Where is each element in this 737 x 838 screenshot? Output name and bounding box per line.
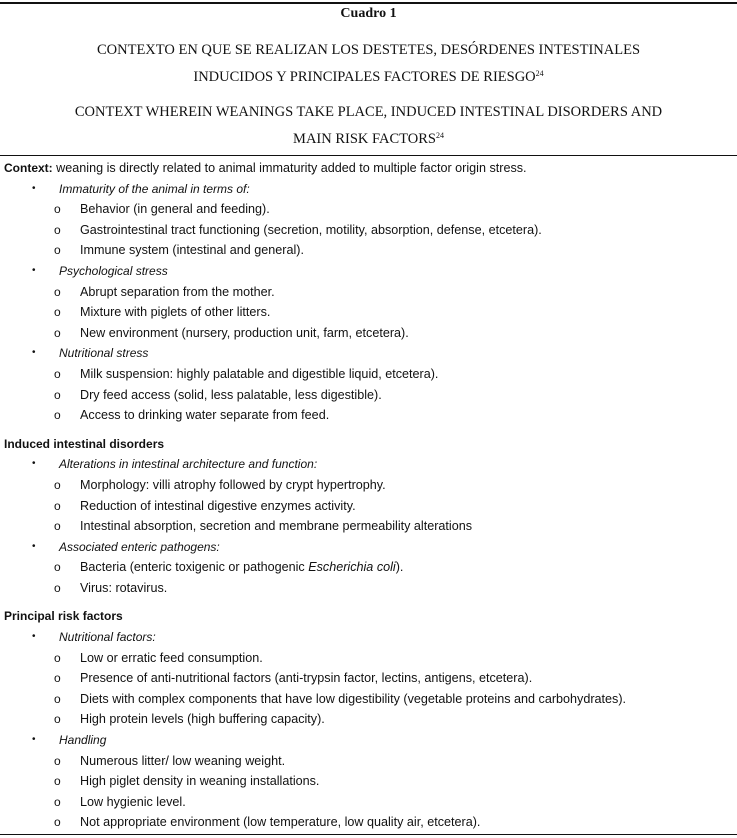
- list-item: [4, 578, 737, 599]
- list-item-text: High protein levels (high buffering capacity).: [80, 712, 325, 727]
- group-label: Associated enteric pathogens:: [59, 539, 220, 554]
- list-item-text: Not appropriate environment (low temperature, low quality air, etcetera).: [80, 815, 481, 830]
- circle-bullet-icon: o: [54, 519, 61, 534]
- list-item-text: Reduction of intestinal digestive enzymes activity.: [80, 498, 356, 513]
- section: [4, 598, 737, 833]
- title-spanish: CONTEXTO EN QUE SE REALIZAN LOS DESTETES, DESÓRDENES INTESTINALES INDUCIDOS Y PRINCIPALES FACTORES DE RIESGO$^{24}$: [96, 42, 641, 85]
- list-item: [4, 557, 737, 578]
- group-label-row: [4, 627, 737, 648]
- list-item-text: Immune system (intestinal and general).: [80, 243, 304, 258]
- list-item: [4, 475, 737, 496]
- list-item-text: Dry feed access (solid, less palatable, less digestible).: [80, 387, 382, 402]
- list-item-text: Diets with complex components that have low digestibility (vegetable proteins and carbohydrates).: [80, 691, 627, 706]
- list-item: [4, 240, 737, 261]
- bullet-icon: •: [32, 458, 36, 470]
- table-label: Cuadro 1: [340, 6, 397, 21]
- circle-bullet-icon: o: [54, 408, 61, 423]
- section-gap: [4, 426, 737, 434]
- group-label: Nutritional stress: [59, 346, 149, 361]
- group-label-row: [4, 179, 737, 200]
- group-label: Psychological stress: [59, 263, 168, 278]
- group-label: Handling: [59, 733, 107, 748]
- circle-bullet-icon: o: [54, 580, 61, 595]
- list-item-text: Abrupt separation from the mother.: [80, 284, 275, 299]
- circle-bullet-icon: o: [54, 498, 61, 513]
- list-item: [4, 220, 737, 241]
- bullet-icon: •: [32, 264, 36, 276]
- circle-bullet-icon: o: [54, 477, 61, 492]
- group-label: Alterations in intestinal architecture and function:: [59, 457, 318, 472]
- list-item-text: [80, 557, 403, 578]
- group-label-row: [4, 454, 737, 475]
- list-item: [4, 323, 737, 344]
- list-item: [4, 792, 737, 813]
- circle-bullet-icon: o: [54, 691, 61, 706]
- list-item-text: Morphology: villi atrophy followed by crypt hypertrophy.: [80, 477, 386, 492]
- list-item-text: New environment (nursery, production unit, farm, etcetera).: [80, 325, 409, 340]
- list-item-text: Behavior (in general and feeding).: [80, 202, 270, 217]
- group-label-row: [4, 343, 737, 364]
- list-item-text: Presence of anti-nutritional factors (anti-trypsin factor, lectins, antigens, etcetera).: [80, 671, 533, 686]
- bottom-rule: [0, 834, 737, 835]
- section: [4, 179, 737, 426]
- section-heading: Induced intestinal disorders: [4, 436, 165, 451]
- list-item: [4, 302, 737, 323]
- circle-bullet-icon: o: [54, 387, 61, 402]
- circle-bullet-icon: o: [54, 284, 61, 299]
- list-item-text: Access to drinking water separate from feed.: [80, 408, 330, 423]
- list-item-text: Mixture with piglets of other litters.: [80, 305, 271, 320]
- list-item-text: High piglet density in weaning installations.: [80, 774, 320, 789]
- circle-bullet-icon: o: [54, 366, 61, 381]
- section: [4, 426, 737, 599]
- circle-bullet-icon: o: [54, 202, 61, 217]
- circle-bullet-icon: o: [54, 753, 61, 768]
- group-label-row: [4, 537, 737, 558]
- bullet-icon: •: [32, 631, 36, 643]
- list-item-text: Low hygienic level.: [80, 794, 186, 809]
- list-item: [4, 364, 737, 385]
- list-item: [4, 771, 737, 792]
- title-english: CONTEXT WHEREIN WEANINGS TAKE PLACE, INDUCED INTESTINAL DISORDERS AND MAIN RISK FACTORS$^{24}$: [74, 104, 663, 147]
- text-part: ).: [395, 560, 404, 575]
- circle-bullet-icon: o: [54, 560, 61, 575]
- list-item: [4, 405, 737, 426]
- group-label: Nutritional factors:: [59, 630, 156, 645]
- bullet-icon: •: [32, 734, 36, 746]
- table-body: [4, 158, 737, 833]
- circle-bullet-icon: o: [54, 794, 61, 809]
- group-label: Immaturity of the animal in terms of:: [59, 181, 250, 196]
- list-item: [4, 385, 737, 406]
- text-part: Bacteria (enteric toxigenic or pathogenic: [80, 560, 309, 575]
- group-label-row: [4, 730, 737, 751]
- list-item: [4, 689, 737, 710]
- list-item-text: Low or erratic feed consumption.: [80, 650, 263, 665]
- circle-bullet-icon: o: [54, 712, 61, 727]
- list-item-text: Intestinal absorption, secretion and membrane permeability alterations: [80, 519, 473, 534]
- circle-bullet-icon: o: [54, 243, 61, 258]
- bullet-icon: •: [32, 540, 36, 552]
- circle-bullet-icon: o: [54, 774, 61, 789]
- group-label-row: [4, 261, 737, 282]
- circle-bullet-icon: o: [54, 650, 61, 665]
- section-gap: [4, 598, 737, 606]
- list-item: [4, 516, 737, 537]
- circle-bullet-icon: o: [54, 325, 61, 340]
- top-rule: [0, 2, 737, 4]
- bullet-icon: •: [32, 182, 36, 194]
- section-heading: Principal risk factors: [4, 609, 123, 624]
- list-item-text: Numerous litter/ low weaning weight.: [80, 753, 286, 768]
- header-rule: [0, 155, 737, 156]
- circle-bullet-icon: o: [54, 815, 61, 830]
- list-item: [4, 812, 737, 833]
- bullet-icon: •: [32, 347, 36, 359]
- list-item: [4, 668, 737, 689]
- circle-bullet-icon: o: [54, 222, 61, 237]
- list-item: [4, 709, 737, 730]
- list-item: [4, 496, 737, 517]
- list-item: [4, 199, 737, 220]
- list-item: [4, 751, 737, 772]
- circle-bullet-icon: o: [54, 305, 61, 320]
- list-item-text: Gastrointestinal tract functioning (secretion, motility, absorption, defense, etcetera).: [80, 222, 542, 237]
- context-line: Context: weaning is directly related to animal immaturity added to multiple factor origin stress.: [4, 161, 527, 175]
- list-item: [4, 282, 737, 303]
- list-item-text: Milk suspension: highly palatable and digestible liquid, etcetera).: [80, 366, 439, 381]
- list-item-text: Virus: rotavirus.: [80, 580, 168, 595]
- list-item: [4, 648, 737, 669]
- species-name: Escherichia coli: [308, 560, 396, 575]
- circle-bullet-icon: o: [54, 671, 61, 686]
